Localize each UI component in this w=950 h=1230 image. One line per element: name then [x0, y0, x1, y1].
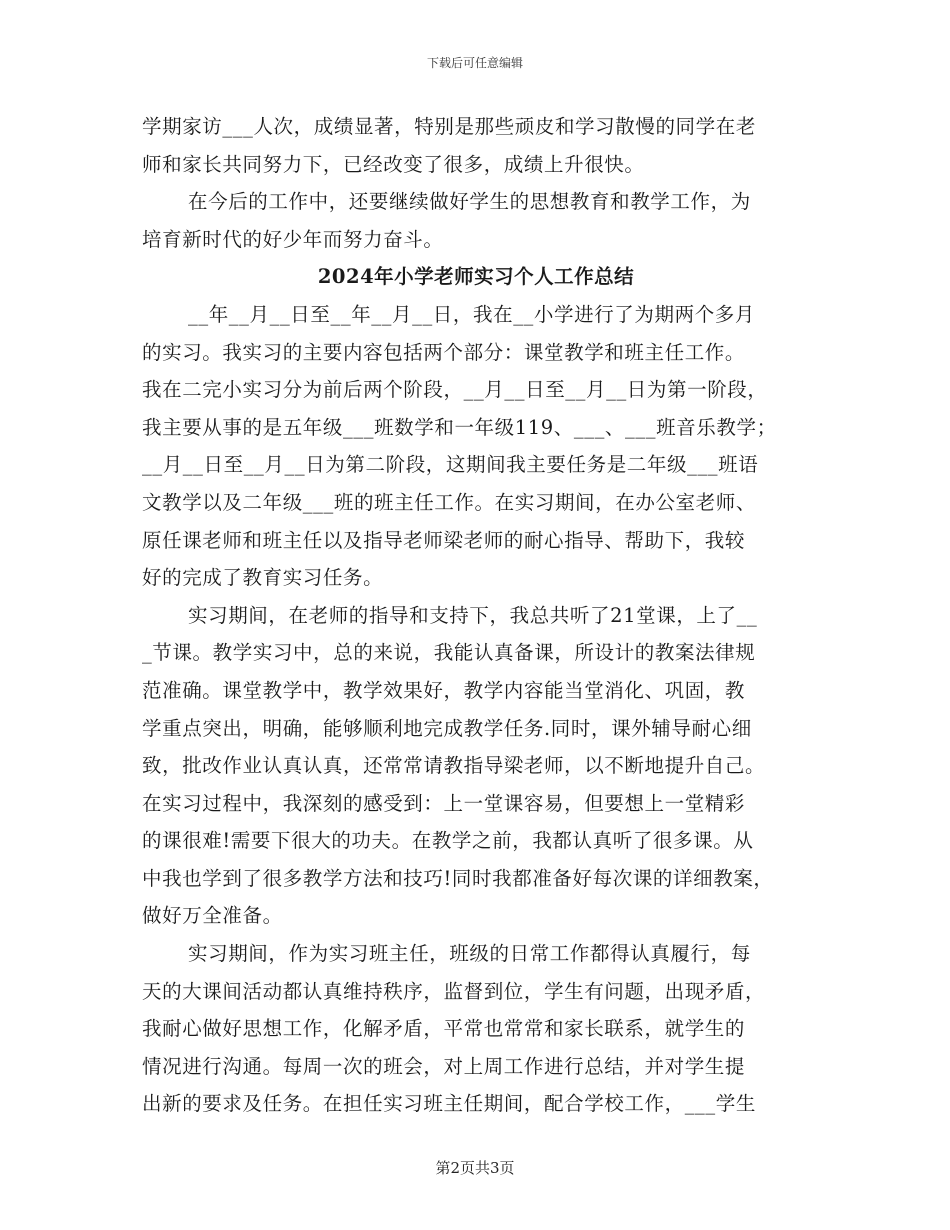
text-line: 实习期间，作为实习班主任，班级的日常工作都得认真履行，每: [188, 942, 751, 966]
text-line: 出新的要求及任务。在担任实习班主任期间，配合学校工作，___学生: [142, 1092, 756, 1116]
text-line: 学期家访___人次，成绩显著，特别是那些顽皮和学习散慢的同学在老: [142, 115, 756, 138]
text-line: 原任课老师和班主任以及指导老师梁老师的耐心指导、帮助下，我较: [142, 528, 746, 552]
page-header: 下载后可任意编辑: [426, 56, 523, 70]
text-line: 做好万全准备。: [142, 904, 283, 928]
text-line: _节课。教学实习中，总的来说，我能认真备课，所设计的教案法律规: [142, 641, 756, 665]
text-line: 文教学以及二年级___班的班主任工作。在实习期间，在办公室老师、: [142, 490, 756, 514]
text-line: 我主要从事的是五年级___班数学和一年级119、___、___班音乐教学；: [142, 415, 777, 439]
text-line: 中我也学到了很多教学方法和技巧!同时我都准备好每次课的详细教案，: [142, 866, 774, 890]
text-line: 的实习。我实习的主要内容包括两个部分：课堂教学和班主任工作。: [142, 340, 746, 364]
text-line: 培育新时代的好少年而努力奋斗。: [142, 227, 444, 251]
text-line: 致，批改作业认真认真，还常常请教指导梁老师，以不断地提升自己。: [142, 754, 766, 778]
text-line: 天的大课间活动都认真维持秩序，监督到位，学生有问题，出现矛盾，: [142, 979, 766, 1003]
text-line: 好的完成了教育实习任务。: [142, 566, 384, 590]
text-line: 学重点突出，明确，能够顺利地完成教学任务.同时，课外辅导耐心细: [142, 716, 752, 740]
document-body: [142, 108, 810, 1123]
text-line: 范准确。课堂教学中，教学效果好，教学内容能当堂消化、巩固，教: [142, 678, 746, 702]
text-line: 在今后的工作中，还要继续做好学生的思想教育和教学工作，为: [188, 190, 751, 214]
text-line: 实习期间，在老师的指导和支持下，我总共听了21堂课，上了__: [188, 603, 758, 627]
text-line: 我在二完小实习分为前后两个阶段，__月__日至__月__日为第一阶段，: [142, 378, 768, 402]
text-line: 情况进行沟通。每周一次的班会，对上周工作进行总结，并对学生提: [142, 1054, 746, 1078]
section-title: 2024年小学老师实习个人工作总结: [317, 265, 635, 289]
text-line: 的课很难!需要下很大的功夫。在教学之前，我都认真听了很多课。从: [142, 829, 754, 853]
page-footer: 第2页共3页: [435, 1159, 515, 1177]
text-line: 在实习过程中，我深刻的感受到：上一堂课容易，但要想上一堂精彩: [142, 791, 746, 815]
text-line: 师和家长共同努力下，已经改变了很多，成绩上升很快。: [142, 152, 645, 176]
text-line: __月__日至__月__日为第二阶段，这期间我主要任务是二年级___班语: [142, 453, 759, 477]
text-line: __年__月__日至__年__月__日，我在__小学进行了为期两个多月: [188, 302, 755, 326]
text-line: 我耐心做好思想工作，化解矛盾，平常也常常和家长联系，就学生的: [142, 1017, 746, 1041]
